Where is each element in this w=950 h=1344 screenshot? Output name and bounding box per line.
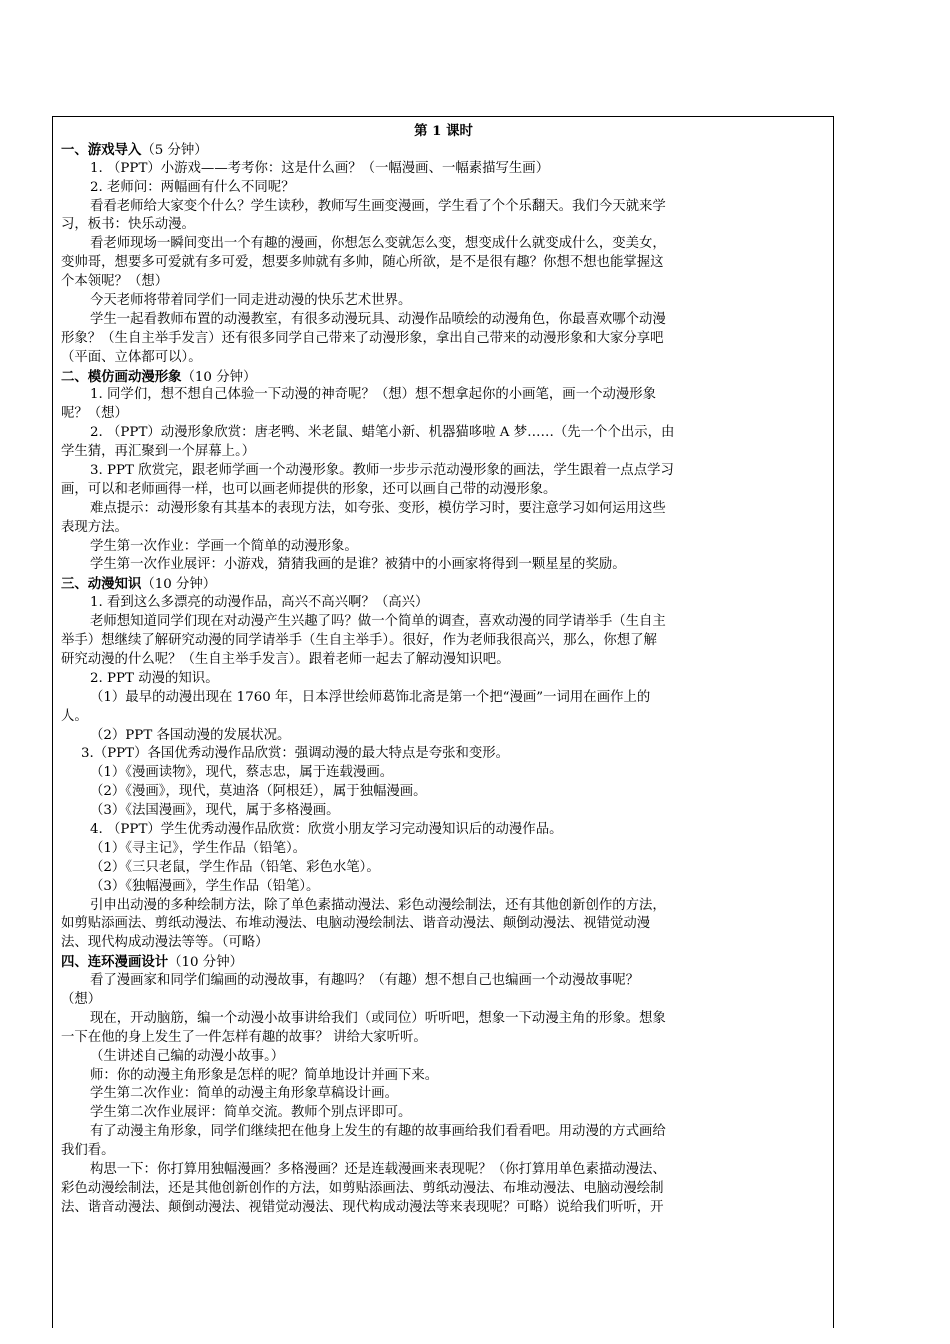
text-line: 看了漫画家和同学们编画的动漫故事，有趣吗？（有趣）想不想自己也编画一个动漫故事呢？	[90, 973, 640, 989]
text-line: 个本领呢？（想）	[61, 274, 169, 290]
text-line: 法、现代构成动漫法等等。（可略）	[61, 935, 269, 951]
text-line: 3. PPT 欣赏完，跟老师学画一个动漫形象。教师一步步示范动漫形象的画法，学生跟着一点点学习	[90, 463, 674, 479]
text-line: 看老师现场一瞬间变出一个有趣的漫画，你想怎么变就怎么变，想变成什么就变成什么，变美女，	[90, 236, 666, 252]
text-line: （生讲述自己编的动漫小故事。）	[90, 1048, 285, 1064]
text-line: 1. 看到这么多漂亮的动漫作品，高兴不高兴啊？（高兴）	[90, 595, 429, 611]
text-line: 引申出动漫的多种绘制方法，除了单色素描动漫法、彩色动漫绘制法，还有其他创新创作的方法，	[90, 897, 666, 913]
text-line: 构思一下：你打算用独幅漫画？多格漫画？还是连载漫画来表现呢？（你打算用单色素描动漫法、	[90, 1161, 666, 1177]
text-line: 看看老师给大家变个什么？学生读秒，教师写生画变漫画，学生看了个个乐翻天。我们今天就来学	[90, 198, 666, 214]
text-line: 难点提示：动漫形象有其基本的表现方法，如夸张、变形，模仿学习时，要注意学习如何运用这些	[90, 500, 666, 516]
text-line: 彩色动漫绘制法，还是其他创新创作的方法，如剪贴添画法、剪纸动漫法、布堆动漫法、电脑动漫绘制	[61, 1180, 664, 1196]
text-line: （2）《漫画》，现代，莫迪洛（阿根廷），属于独幅漫画。	[90, 784, 427, 800]
text-line: 今天老师将带着同学们一同走进动漫的快乐艺术世界。	[90, 293, 412, 309]
text-line: 如剪贴添画法、剪纸动漫法、布堆动漫法、电脑动漫绘制法、谐音动漫法、颠倒动漫法、视错觉动漫	[61, 916, 651, 932]
text-line: 法、谐音动漫法、颠倒动漫法、视错觉动漫法、现代构成动漫法等来表现呢？可略）说给我们听听，开	[61, 1199, 664, 1215]
text-line: 1. （PPT）小游戏——考考你：这是什么画？（一幅漫画、一幅素描写生画）	[90, 160, 550, 176]
text-line: （1）《漫画读物》，现代，蔡志忠，属于连载漫画。	[90, 765, 394, 781]
text-line: 现在，开动脑筋，编一个动漫小故事讲给我们（或同位）听听吧，想象一下动漫主角的形象。想象	[90, 1010, 666, 1026]
section-heading-text: 一、游戏导入	[61, 141, 142, 158]
text-line: 人。	[61, 708, 88, 724]
text-line: 变帅哥，想要多可爱就有多可爱，想要多帅就有多帅，随心所欲，是不是很有趣？你想不想也能掌握这	[61, 255, 664, 271]
text-line: 一下在他的身上发生了一件怎样有趣的故事？ 讲给大家听听。	[61, 1029, 427, 1045]
text-line: （2）《三只老鼠，学生作品（铅笔、彩色水笔）。	[90, 859, 380, 875]
section-heading	[61, 953, 826, 972]
text-line: 师：你的动漫主角形象是怎样的呢？简单地设计并画下来。	[90, 1067, 439, 1083]
text-line: （1）《寻主记》，学生作品（铅笔）。	[90, 840, 307, 856]
text-line: 3.（PPT）各国优秀动漫作品欣赏：强调动漫的最大特点是夸张和变形。	[81, 746, 510, 762]
text-line: 1. 同学们，想不想自己体验一下动漫的神奇呢？（想）想不想拿起你的小画笔，画一个动漫形象	[90, 387, 657, 403]
section-duration: （10 分钟）	[181, 369, 257, 385]
text-line: 2. PPT 动漫的知识。	[90, 670, 219, 686]
text-line: 我们看。	[61, 1143, 115, 1159]
text-line: 学生第一次作业展评：小游戏，猜猜我画的是谁？被猜中的小画家将得到一颗星星的奖励。	[90, 557, 626, 573]
text-line: 学生第二次作业：简单的动漫主角形象草稿设计画。	[90, 1086, 398, 1102]
text-line: 4. （PPT）学生优秀动漫作品欣赏：欣赏小朋友学习完动漫知识后的动漫作品。	[90, 821, 563, 837]
section-heading-text: 三、动漫知识	[61, 576, 142, 593]
text-line: 学生一起看教师布置的动漫教室，有很多动漫玩具、动漫作品喷绘的动漫角色，你最喜欢哪个动漫	[90, 311, 666, 327]
page-title: 第 1 课时	[414, 123, 473, 139]
text-line: 举手）想继续了解研究动漫的同学请举手（生自主举手）。很好，作为老师我很高兴，那么，你想了解	[61, 633, 657, 649]
text-line: （1）最早的动漫出现在 1760 年，日本浮世绘师葛饰北斋是第一个把“漫画”一词用在画作上的	[90, 689, 651, 705]
text-line: （3）《独幅漫画》，学生作品（铅笔）。	[90, 878, 320, 894]
section-heading-text: 二、模仿画动漫形象	[61, 368, 182, 385]
text-line: 研究动漫的什么呢？（生自主举手发言）。跟着老师一起去了解动漫知识吧。	[61, 651, 510, 667]
lesson-content	[61, 122, 826, 1218]
text-line: 学生第一次作业：学画一个简单的动漫形象。	[90, 538, 358, 554]
text-line: （想）	[61, 991, 102, 1007]
text-line: 形象？（生自主举手发言）还有很多同学自己带来了动漫形象，拿出自己带来的动漫形象和大家分享吧	[61, 330, 664, 346]
text-line: （平面、立体都可以）。	[61, 349, 202, 365]
text-line: 习，板书：快乐动漫。	[61, 217, 195, 233]
text-line: 2. 老师问：两幅画有什么不同呢？	[90, 179, 295, 195]
section-duration: （10 分钟）	[141, 577, 217, 593]
text-line: 呢？（想）	[61, 406, 128, 422]
section-duration: （5 分钟）	[141, 142, 208, 158]
section-heading	[61, 575, 826, 594]
section-heading	[61, 368, 826, 387]
text-line: 学生第二次作业展评：简单交流。教师个别点评即可。	[90, 1105, 412, 1121]
text-line: 学生猜，再汇聚到一个屏幕上。）	[61, 444, 256, 460]
section-heading-text: 四、连环漫画设计	[61, 954, 169, 971]
text-line: 2. （PPT）动漫形象欣赏：唐老鸭、米老鼠、蜡笔小新、机器猫哆啦 A 梦……（先一个个出示，由	[90, 425, 675, 441]
text-line: 表现方法。	[61, 519, 128, 535]
section-heading	[61, 141, 826, 160]
text-line: 老师想知道同学们现在对动漫产生兴趣了吗？做一个简单的调查，喜欢动漫的同学请举手（生自主	[90, 614, 666, 630]
text-line: （2）PPT 各国动漫的发展状况。	[90, 727, 291, 743]
text-line: 画，可以和老师画得一样，也可以画老师提供的形象，还可以画自己带的动漫形象。	[61, 481, 557, 497]
text-line: 有了动漫主角形象，同学们继续把在他身上发生的有趣的故事画给我们看看吧。用动漫的方式画给	[90, 1124, 666, 1140]
lesson-plan-table	[52, 116, 834, 1328]
section-duration: （10 分钟）	[168, 955, 243, 971]
text-line: （3）《法国漫画》，现代，属于多格漫画。	[90, 803, 340, 819]
